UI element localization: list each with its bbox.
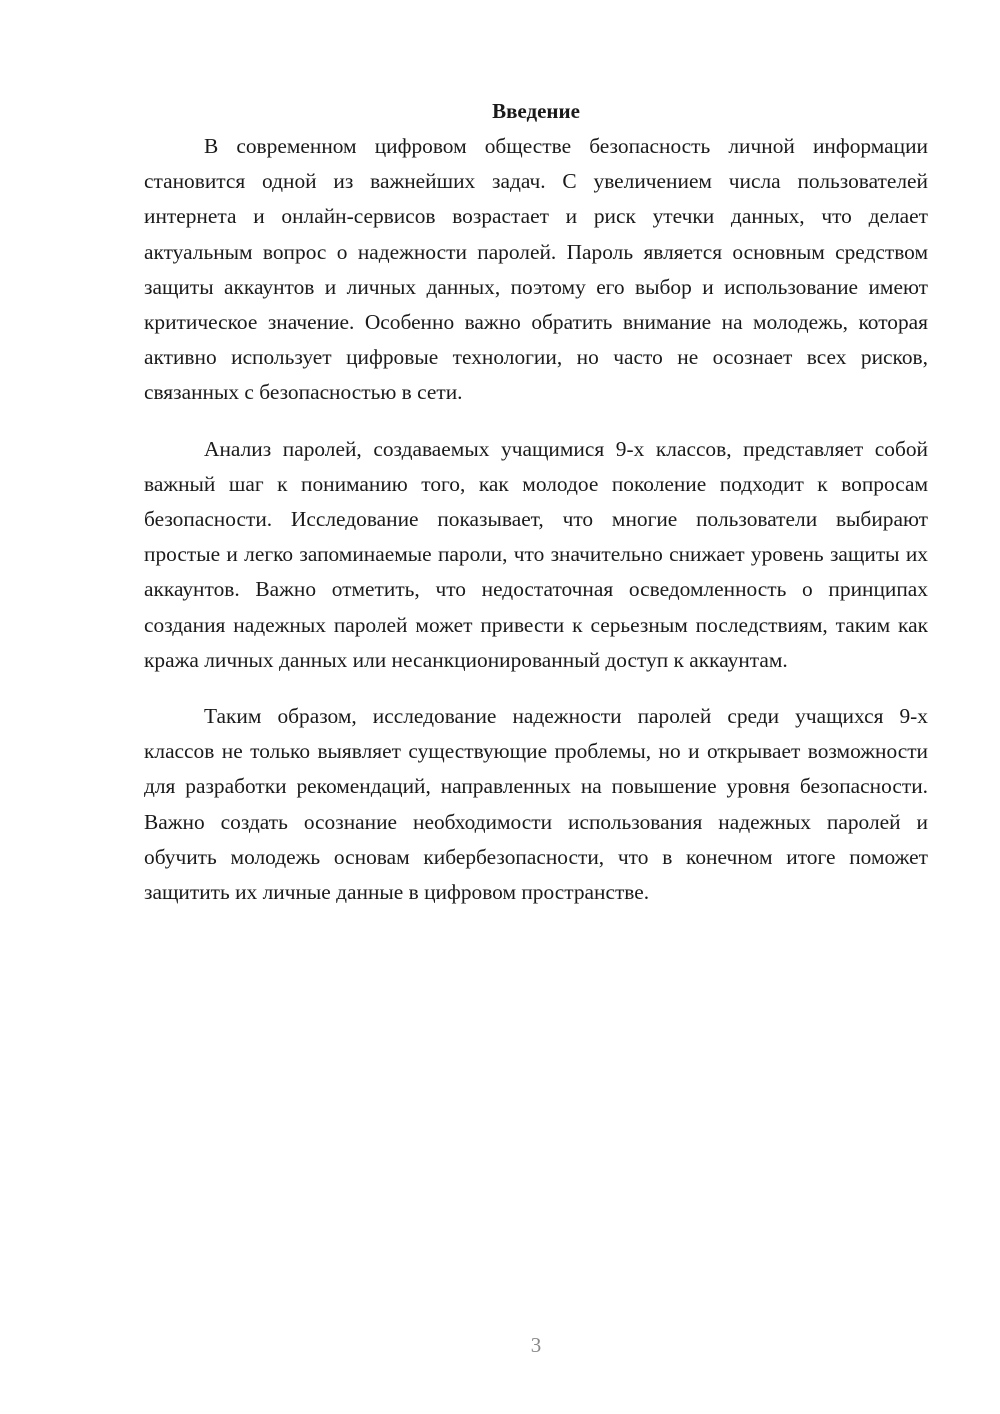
paragraph-1: В современном цифровом обществе безопасность личной информации становится одной из важнейших задач. С увеличением числа пользователей интернета и онлайн-сервисов возрастает и риск утечки данных, что делает актуальным вопрос о надежности паролей. Пароль является основным средством защиты аккаунтов и личных данных, поэтому его выбор и использование имеют критическое значение. Особенно важно обратить внимание на молодежь, которая активно использует цифровые технологии, но часто не осознает всех рисков, связанных с безопасностью в сети. xyxy=(144,134,928,405)
section-title: Введение xyxy=(492,99,580,123)
page-content xyxy=(144,94,928,931)
paragraph-3: Таким образом, исследование надежности паролей среди учащихся 9-х классов не только выявляет существующие проблемы, но и открывает возможности для разработки рекомендаций, направленных на повышение уровня безопасности. Важно создать осознание необходимости использования надежных паролей и обучить молодежь основам кибербезопасности, что в конечном итоге поможет защитить их личные данные в цифровом пространстве. xyxy=(144,704,928,905)
page-number: 3 xyxy=(530,1333,542,1357)
paragraph-2: Анализ паролей, создаваемых учащимися 9-х классов, представляет собой важный шаг к пониманию того, как молодое поколение подходит к вопросам безопасности. Исследование показывает, что многие пользователи выбирают простые и легко запоминаемые пароли, что значительно снижает уровень защиты их аккаунтов. Важно отметить, что недостаточная осведомленность о принципах создания надежных паролей может привести к серьезным последствиям, таким как кража личных данных или несанкционированный доступ к аккаунтам. xyxy=(144,436,928,672)
